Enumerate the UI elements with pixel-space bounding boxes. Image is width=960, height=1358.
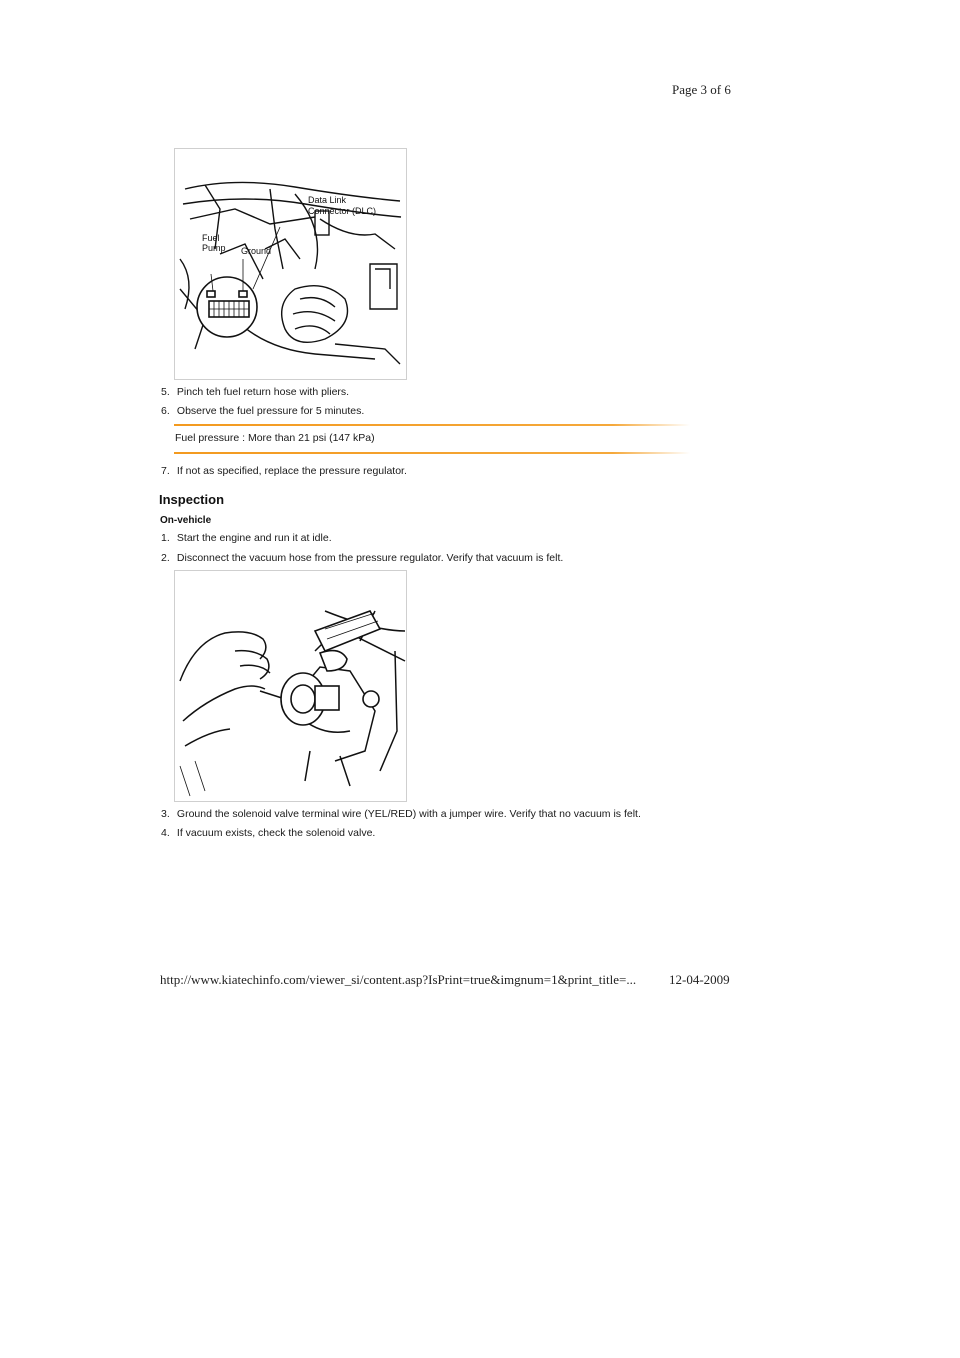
step-number: 1.: [161, 532, 170, 544]
page-number: Page 3 of 6: [672, 82, 731, 97]
step-text: Pinch teh fuel return hose with pliers.: [176, 386, 350, 398]
step-number: 5.: [161, 386, 170, 398]
dlc-diagram-figure: [174, 148, 407, 380]
pressure-regulator-illustration: [175, 571, 406, 801]
label-pump: Pump: [202, 243, 226, 253]
step-number: 2.: [161, 552, 170, 564]
step-7: [161, 465, 407, 477]
step-6: [161, 405, 364, 417]
label-fuel: Fuel: [202, 233, 220, 243]
pressure-regulator-figure: [174, 570, 407, 802]
fuel-pressure-spec: Fuel pressure : More than 21 psi (147 kPa): [175, 432, 375, 444]
step-number: 6.: [161, 405, 170, 417]
label-data-link: Data Link: [308, 195, 347, 205]
spec-top-rule: [174, 424, 690, 426]
spec-bottom-rule: [174, 452, 690, 454]
section-title-inspection: Inspection: [159, 492, 225, 507]
step-number: 4.: [161, 827, 170, 839]
step-5: [161, 386, 349, 398]
subsection-on-vehicle: On-vehicle: [160, 515, 212, 526]
step-text: If not as specified, replace the pressure regulator.: [176, 465, 407, 477]
step-text: Observe the fuel pressure for 5 minutes.: [176, 405, 365, 417]
label-ground: Ground: [241, 246, 272, 256]
step-text: Disconnect the vacuum hose from the pressure regulator. Verify that vacuum is felt.: [176, 552, 564, 564]
dlc-diagram-illustration: [175, 149, 406, 379]
inspection-step-4: [161, 827, 375, 839]
step-text: If vacuum exists, check the solenoid valve.: [176, 827, 376, 839]
inspection-step-1: [161, 532, 332, 544]
inspection-step-2: [161, 552, 563, 564]
step-number: 7.: [161, 465, 170, 477]
label-connector-dlc: Connector (DLC): [308, 206, 377, 216]
inspection-step-3: [161, 808, 641, 820]
step-text: Start the engine and run it at idle.: [176, 532, 332, 544]
step-number: 3.: [161, 808, 170, 820]
footer-url: http://www.kiatechinfo.com/viewer_si/content.asp?IsPrint=true&imgnum=1&print_title=...: [160, 972, 637, 987]
step-text: Ground the solenoid valve terminal wire (YEL/RED) with a jumper wire. Verify that no vacuum is felt.: [176, 808, 641, 820]
footer-date: 12-04-2009: [669, 972, 730, 987]
